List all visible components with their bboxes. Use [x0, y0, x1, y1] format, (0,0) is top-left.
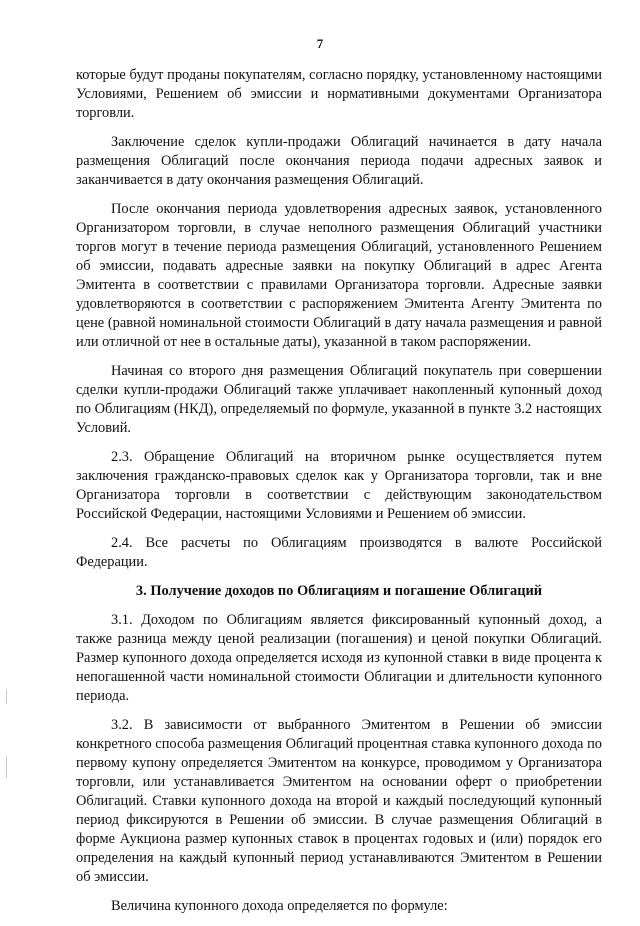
section-heading: 3. Получение доходов по Облигациям и погашение Облигаций	[135, 583, 543, 599]
paragraph: Начиная со второго дня размещения Облигаций покупатель при совершении сделки купли-продажи Облигаций также уплачивает накопленный купонный доход по Облигациям (НКД), определяемый по формуле, указанной в пункте 3.2 настоящих Условий.	[76, 363, 602, 436]
page-number: 7	[316, 36, 324, 51]
paragraph: 2.3. Обращение Облигаций на вторичном рынке осуществляется путем заключения гражданско-правовых сделок как у Организатора торговли, так и вне Организатора торговли в соответствии с действующим законодательством Российской Федерации, настоящими Условиями и Решением об эмиссии.	[76, 449, 602, 522]
scan-artifact	[6, 756, 7, 778]
paragraph: После окончания периода удовлетворения адресных заявок, установленного Организатором торговли, в случае неполного размещения Облигаций участники торгов могут в течение периода размещения Облигаций, установленного Решением об эмиссии, подавать адресные заявки на покупку Облигаций в адрес Агента Эмитента в соответствии с правилами Организатора торговли. Адресные заявки удовлетворяются в соответствии с распоряжением Эмитента Агенту Эмитента по цене (равной номинальной стоимости Облигаций в дату начала размещения и равной или отличной от нее в остальные даты), указанной в таком распоряжении.	[76, 201, 602, 350]
paragraph: Величина купонного дохода определяется по формуле:	[111, 898, 448, 914]
paragraph: 3.1. Доходом по Облигациям является фиксированный купонный доход, а также разница между ценой реализации (погашения) и ценой покупки Облигаций. Размер купонного дохода определяется исходя из купонной ставки в виде процента к непогашенной части номинальной стоимости Облигации и длительности купонного периода.	[76, 612, 602, 704]
paragraph: 2.4. Все расчеты по Облигациям производятся в валюте Российской Федерации.	[76, 535, 602, 570]
paragraph: Заключение сделок купли-продажи Облигаций начинается в дату начала размещения Облигаций после окончания периода подачи адресных заявок и заканчивается в дату окончания размещения Облигаций.	[76, 134, 602, 188]
document-body	[76, 66, 602, 926]
paragraph: которые будут проданы покупателям, согласно порядку, установленному настоящими Условиями, Решением об эмиссии и нормативными документами Организатора торговли.	[76, 67, 602, 121]
scan-artifact	[6, 690, 7, 704]
paragraph: 3.2. В зависимости от выбранного Эмитентом в Решении об эмиссии конкретного способа размещения Облигаций процентная ставка купонного дохода по первому купону определяется Эмитентом на конкурсе, проводимом у Организатора торговли, или устанавливается Эмитентом на основании оферт о приобретении Облигаций. Ставки купонного дохода на второй и каждый последующий купонный период фиксируются в Решении об эмиссии. В случае размещения Облигаций в форме Аукциона размер купонных ставок в процентах годовых и (или) порядок его определения на каждый купонный период устанавливаются Эмитентом в Решении об эмиссии.	[76, 717, 602, 885]
